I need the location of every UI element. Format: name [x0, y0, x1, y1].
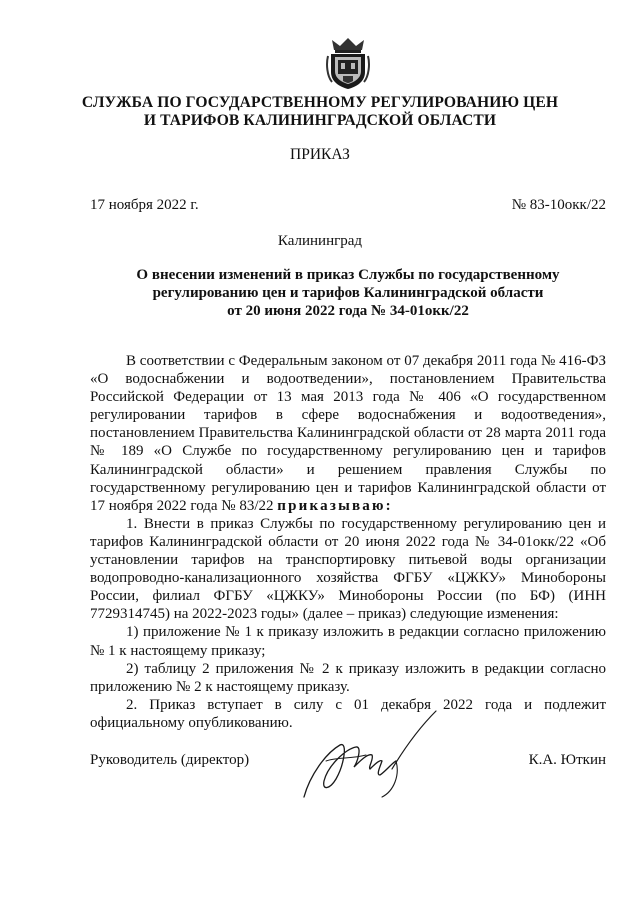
coat-of-arms-icon: [326, 36, 370, 90]
item-1-paragraph: 1. Внести в приказ Службы по государственному регулированию цен и тарифов Калининградской области от 20 июня 2022 года № 34-01окк/22 «Об установлении тарифов на транспортировку питьевой воды организации водопроводно-канализационного хозяйства ФГБУ «ЦЖКУ» Минобороны России, филиал ФГБУ «ЦЖКУ» Минобороны России (по БФ) (ИНН 7729314745) на 2022-2023 годы» (далее – приказ) следующие изменения:: [90, 515, 606, 623]
document-type: ПРИКАЗ: [290, 146, 350, 163]
document-number: № 83-10окк/22: [511, 197, 606, 213]
handwritten-signature-icon: [296, 705, 446, 805]
org-name-line2: И ТАРИФОВ КАЛИНИНГРАДСКОЙ ОБЛАСТИ: [143, 112, 497, 129]
document-city: Калининград: [277, 233, 363, 249]
signer-name: К.А. Юткин: [528, 752, 606, 768]
preamble-paragraph: [90, 352, 606, 515]
subject-line2: регулированию цен и тарифов Калининградской области: [152, 285, 544, 301]
org-name-line1: СЛУЖБА ПО ГОСУДАРСТВЕННОМУ РЕГУЛИРОВАНИЮ ЦЕН: [81, 94, 559, 111]
subject-line1: О внесении изменений в приказ Службы по государственному: [136, 267, 560, 283]
subject-line3: от 20 июня 2022 года № 34-01окк/22: [227, 303, 469, 319]
signer-position: Руководитель (директор): [90, 752, 250, 768]
preamble-text: В соответствии с Федеральным законом от 07 декабря 2011 года № 416-ФЗ «О водоснабжении и водоотведении», постановлением Правительства Российской Федерации от 13 мая 2013 года № 406 «О государственном регулировании тарифов в сфере водоснабжения и водоотведения», постановлением Правительства Калининградской области от 28 марта 2011 года № 189 «О Службе по государственному регулированию цен и тарифов Калининградской области» и решением правления Службы по государственному регулированию цен и тарифов Калининградской области от 17 ноября 2022 года № 83/22: [90, 353, 606, 514]
command-word: приказываю:: [277, 497, 393, 514]
item-1-1-paragraph: 1) приложение № 1 к приказу изложить в редакции согласно приложению № 1 к настоящему приказу;: [90, 624, 606, 659]
document-body: [90, 352, 606, 732]
document-date: 17 ноября 2022 г.: [90, 197, 199, 213]
item-1-2-paragraph: 2) таблицу 2 приложения № 2 к приказу изложить в редакции согласно приложению № 2 к настоящему приказу.: [90, 660, 606, 695]
item-2-paragraph: 2. Приказ вступает в силу с 01 декабря 2022 года и подлежит официальному опубликованию.: [90, 696, 606, 731]
